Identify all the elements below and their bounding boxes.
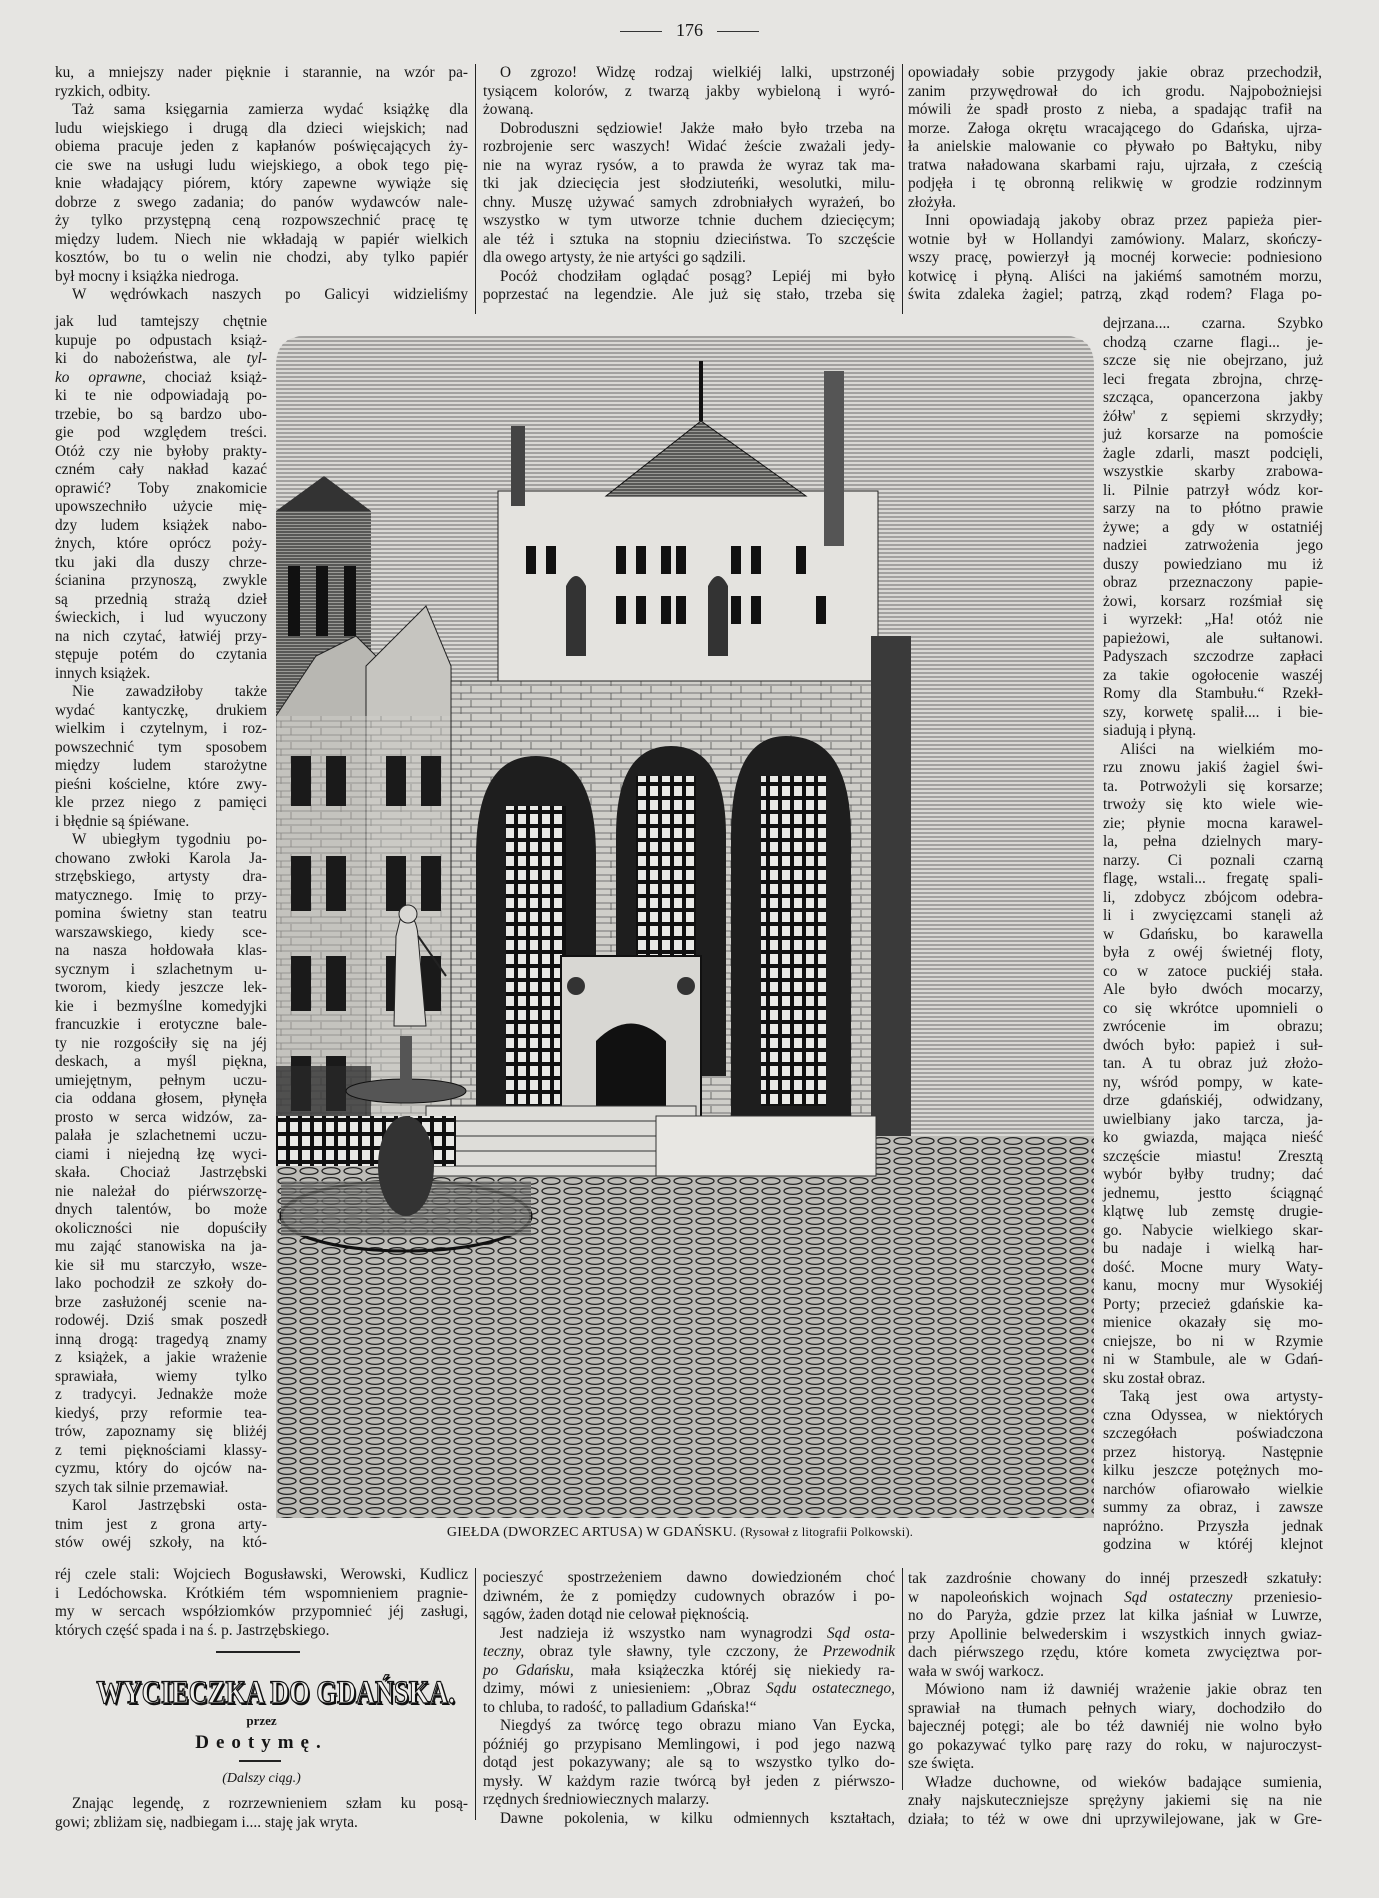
column-rule [475,64,476,314]
text-line: Porty; przecież gdańskie ka- [1103,1295,1323,1313]
text-line: i wyrzekł: „Ha! otóż nie [1103,611,1323,628]
text-line: knie władający piórem, który zapewne wywiąże się [55,175,468,192]
text-line: dwóch było: papież i suł- [1103,1036,1323,1054]
text-line: podjęła i tę obronną relikwię w grodzie rodzinnym [908,175,1322,192]
text-line: z książek, a jakie wrażenie [55,1349,267,1366]
text-line: Otóż czy nie byłoby prakty- [55,442,267,460]
text-line: złożyła. [908,193,956,211]
text-line: Nie zawadziłoby także [72,683,267,700]
text-line: palała je szlachetnemi uczu- [55,1127,267,1144]
text-line: Znając legendę, z rozrzewnieniem szłam ku posą- [72,1795,468,1812]
text-line: narzy. Ci poznali czarną [1103,851,1323,869]
text-segment: , chociaż książ- [141,368,267,386]
paragraph [908,1774,1322,1830]
text-line: szcząca, opancerzona jakby [1103,389,1323,406]
paragraph [1103,741,1323,1389]
text-line: dziwném, że z pomiędzy cudownych obrazów i po- [483,1587,895,1605]
text-line: i błędnie są śpiéwane. [55,812,190,830]
paragraph [908,1681,1322,1774]
text-line: chowano zwłoki Karola Ja- [55,849,267,867]
text-line: dnych talentów, bo może [55,1201,267,1218]
text-line: kilku jeszcze potężnych mo- [1103,1462,1323,1479]
text-line: okoliczności nie dopuściły [55,1219,267,1237]
text-line: Ale było dwóch mocarzy, [1103,981,1323,998]
text-line: francuzkie i erotyczne bale- [55,1016,267,1033]
paragraph [908,212,1322,305]
text-line [483,1643,895,1662]
text-line: prosto w serca widzów, za- [55,1108,267,1126]
text-line: summy za obraz, i zawsze [1103,1499,1323,1516]
text-line [55,350,267,369]
text-line: był mocny i książka niedroga. [55,267,239,285]
text-line: świta zdaleka żagiel; patrzą, zkąd rodem? Flaga po- [908,286,1322,303]
text-line: już korsarze na pomoście [1103,426,1323,443]
text-line: dach piérwszego rzędu, które kometa zwycięztwa por- [908,1644,1322,1661]
text-line: dobrze z swego zadania; do panów wydawców nale- [55,193,468,211]
text-line: w Gdańsku, bo karawella [1103,925,1323,943]
text-line: zwrócenie im obrazu; [1103,1018,1323,1035]
text-line: duszy powiedziano mu iż [1103,555,1323,573]
column-3-narrow [1103,315,1323,1555]
text-line: kie i bezmyślne komedyjki [55,997,267,1015]
text-line: żółw' z sępiemi skrzydły; [1103,407,1323,425]
italic-text: teczny, [483,1643,525,1660]
paragraph [908,64,1322,212]
text-line: strzębskiego, artysty dra- [55,868,267,885]
section-divider [216,1651,300,1653]
text-line: li, zdobycz zbójcom odebra- [1103,888,1323,906]
illustration-caption [330,1524,1030,1541]
text-line: wydać kantyczkę, drukiem [55,701,267,719]
text-line: sze święta. [908,1755,975,1772]
text-line: znały najskuteczniejsze sprężyny jakiemi się na nie [908,1792,1322,1809]
text-line: jednemu, jestto ściągnąć [1103,1184,1323,1202]
text-line: chodzą czarne flagi... je- [1103,333,1323,351]
text-line: kanu, mocny mur Wysokiéj [1103,1277,1323,1294]
text-line: godzina w któréj klejnot [1103,1536,1323,1553]
text-line: kotwicę i płyną. Aliści na jakiémś samotném morzu, [908,267,1322,285]
text-line: dzy ludem książek nabo- [55,516,267,534]
text-line: Romy dla Stambułu.“ Rzekł- [1103,685,1323,702]
text-segment: dzimy, mówi z uniesieniem: „Obraz [483,1680,766,1697]
text-line: chny. Muszę używać samych zdrobniałych wyrażeń, bo [483,193,895,211]
text-line: wszy pracę, powierzył ją mocnéj korwecie: podniesiono [908,249,1322,266]
text-line: Władze duchowne, od wieków badające sumienia, [925,1773,1322,1791]
page-number [0,20,1379,41]
column-rule [475,1568,476,1820]
text-line: upowszechniło użycie mię- [55,498,267,515]
text-line: ki te nie odpowiadają po- [55,387,267,404]
text-line: no do Paryża, gdzie przez lat kilka jaśniał w Luwrze, [908,1607,1322,1624]
text-line: opowiadały sobie przygody jakie obraz przechodził, [908,64,1322,81]
text-line: co się wkrótce upomnieli o [1103,999,1323,1017]
text-line: skała. Chociaż Jastrzębski [55,1164,267,1181]
text-line: mu zająć stanowiska na ja- [55,1238,267,1255]
text-line: rozbrojenie serc waszych! Widać żeście zważali jedy- [483,138,895,155]
text-line: wotnie był w Hollandyi zamówiony. Malarz, skończy- [908,230,1322,248]
article-byline: przez [246,1713,277,1728]
text-segment: ki do nabożeństwa, ale [55,350,247,367]
text-line: cia oddana głosem, płynęła [55,1090,267,1107]
text-line: Dawne pokolenia, w kilku odmiennych kształtach, [500,1809,895,1827]
article-author: Deotymę. [195,1732,328,1753]
article-title: WYCIECZKA DO GDAŃSKA. [96,1675,455,1711]
text-line: szczęście miastu! Zresztą [1103,1147,1323,1165]
text-line: wielkim i czytelnym, i roz- [55,720,267,737]
text-line: przy Apollinie belwederskim i wszystkich innych gwiaz- [908,1625,1322,1643]
text-line: tworom, kiedy jeszcze lek- [55,979,267,996]
text-line: rzędnych średniowiecznych malarzy. [483,1791,710,1808]
text-line: działa; to téż w owe dni uprzywilejowane, jak w Gre- [908,1810,1322,1828]
paragraph [55,1795,468,1832]
text-line: li i zwycięzcami stanęli aż [1103,907,1323,924]
text-line: drze gdańskiéj, odwidzany, [1103,1092,1323,1109]
text-line: szych tak silnie przemawiał. [55,1478,229,1496]
text-line: czném cały nakład kazać [55,461,267,478]
column-2-top [483,64,895,305]
text-line: gie pod względem treści. [55,424,267,441]
text-line: ny, wśród pompy, w kate- [1103,1073,1323,1091]
text-line: zie; płynie mocna karawel- [1103,814,1323,832]
caption-title: GIEŁDA (DWORZEC ARTUSA) W GDAŃSKU. [446,1525,737,1540]
text-line: gowi; zbliżam się, nadbiegam i.... staję jak wryta. [55,1813,358,1831]
text-line: sarzy na to płótno prawie [1103,500,1323,517]
text-line: sprawiała, wiemy tylko [55,1367,267,1385]
text-line: kupuje po odpustach książ- [55,331,267,349]
continued-note: (Dalszy ciąg.) [222,1771,301,1786]
text-line: oprawić? Toby znakomicie [55,479,267,497]
text-line: rzu znowu jakiś żagiel świ- [1103,759,1323,776]
text-line: go pokazywać tylko parę razy do roku, w najuroczyst- [908,1736,1322,1754]
text-line: dość. Mocne mury Waty- [1103,1258,1323,1276]
text-line: morze. Załoga okrętu wracającego do Gdańska, ujrza- [908,119,1322,137]
text-line: są przednią strażą dzieł [55,590,267,608]
text-line: ży tylko przystępną ceną rozpowszechnić pracę tę [55,212,468,229]
text-line: między ludem. Niech nie wkładają w papiér wielkich [55,230,468,248]
text-line [55,369,267,388]
text-line: klątwę lub zemstę drugie- [1103,1203,1323,1220]
text-line: ni w Stambule, ale w Gdań- [1103,1351,1323,1368]
text-line: czna Odyssea, w niektórych [1103,1406,1323,1424]
text-line: li. Pilnie patrzył wódz kor- [1103,481,1323,499]
text-line: z temi pięknościami klassy- [55,1441,267,1459]
text-line: dotąd jest pokazywany; ale są to wszystko tylko do- [483,1754,895,1771]
italic-text: ko oprawne [55,368,142,386]
text-line: przez historyą. Następnie [1103,1443,1323,1461]
text-line: inną drogą: tragedyą znamy [55,1330,267,1348]
text-line: żnych, które oprócz poży- [55,535,267,552]
paragraph [908,1570,1322,1681]
text-line: pocieszyć spostrzeżeniem dawno dowiedzioném choć [483,1569,895,1586]
paragraph [55,1566,468,1640]
text-line: i Ledóchowska. Krótkiém tém wspomnieniem pragnie- [55,1584,468,1602]
column-1-top [55,64,468,305]
text-line: kle przez niego z pamięci [55,794,267,811]
text-line: późniéj go przypisano Memlingowi, i pod jego nazwą [483,1735,895,1753]
paragraph [483,1625,895,1718]
text-line: ty nie rozgościły się na jéj [55,1034,267,1052]
text-line: ludu wiejskiego i drugą dla dzieci wiejskich; nad [55,119,468,137]
text-line: brze zasłużonéj scenie na- [55,1293,267,1311]
text-line: na nich czytać, łatwiéj przy- [55,627,267,645]
text-line: mówili że spadł prosto z nieba, a spadając trafił na [908,101,1322,118]
paragraph [55,313,267,683]
text-line: tratwa naładowana skarbami raju, ujrzała, z cześcią [908,156,1322,174]
text-line: tysiącem kolorów, z twarzą jakby wybieloną i wyró- [483,82,895,100]
text-line: sycznym i szlachetnym u- [55,960,267,978]
engraving-illustration [276,336,1094,1518]
text-line: Aliści na wielkiém mo- [1120,740,1323,758]
text-line: co w zatoce puckiéj stała. [1103,962,1323,980]
text-line: tnim jest z grona arty- [55,1515,267,1533]
text-line [483,1680,895,1699]
column-3-bottom [908,1570,1322,1829]
text-line: pomina świetny stan teatru [55,905,267,922]
text-line: trzebie, bo są bardzo ubo- [55,405,267,423]
text-line: tan. A tu obraz już złożo- [1103,1055,1323,1072]
text-line: Taką jest owa artysty- [1120,1388,1323,1405]
paragraph [483,120,895,268]
text-line: narchów ofiarowało wielkie [1103,1480,1323,1498]
column-rule [902,1568,903,1790]
column-1-bottom [55,1566,468,1640]
text-line: stów owéj szkoły, na któ- [55,1534,267,1551]
text-line: umiejętnym, pełnym uczu- [55,1071,267,1089]
text-line: cyzmu, który do ojców na- [55,1460,267,1477]
text-line: dla owego artysty, że nie artyści go sądzili. [483,249,746,266]
text-line: szy, korwetę spalił.... i bie- [1103,703,1323,721]
italic-text: Sąd ostateczny [1124,1588,1233,1606]
text-line: Niegdyś za twórcę tego obrazu miano Van Eycka, [500,1717,895,1734]
text-line: O zgrozo! Widzę rodzaj wielkiéj lalki, upstrzonéj [500,64,895,81]
text-line: réj czele stali: Wojciech Bogusławski, Werowski, Kudlicz [55,1566,468,1583]
text-line: sągów, żaden dotąd nie celował pięknością. [483,1606,750,1623]
text-line: ku, a mniejszy nader pięknie i starannie, na wzór pa- [55,64,468,81]
text-line: sku został obraz. [1103,1369,1206,1387]
page-number-text: 176 [676,20,703,40]
text-line: warszawskiego, kiedy sce- [55,923,267,941]
text-line: innych książek. [55,664,151,682]
text-line: trwoży się kto wiele wie- [1103,796,1323,813]
paragraph [55,831,267,1497]
text-line: napróżno. Przyszła jednak [1103,1517,1323,1535]
text-segment: przeniesio- [1232,1588,1323,1606]
text-line: była z owéj świetnéj floty, [1103,944,1323,961]
text-line: szcze się nie obejrzano, już [1103,352,1323,369]
text-line: poprzestać na legendzie. Ale już się stało, trzeba się [483,286,895,303]
text-line: żagle zdarli, maszt podcięli, [1103,444,1323,462]
paragraph [1103,1388,1323,1555]
text-line: nadziei zatrwożenia jego [1103,537,1323,554]
text-line: kie sił mu starczyło, wsze- [55,1256,267,1274]
paragraph [55,286,468,305]
text-line: których część spada i na ś. p. Jastrzębskiego. [55,1621,330,1639]
text-line: z tradycyi. Jednakże może [55,1386,267,1403]
text-line: Dobroduszni sędziowie! Jakże mało było trzeba na [500,119,895,137]
text-line: mysły. W każdym razie twórcą był jeden z piérwszo- [483,1772,895,1790]
text-line: to chluba, to radość, to palladium Gdańska!“ [483,1698,757,1716]
text-line: obraz przeznaczony papie- [1103,574,1323,591]
paragraph [55,683,267,831]
article-first-paragraph [55,1795,468,1832]
text-line: żowaną. [483,101,534,118]
text-line: obiema pracuje jeden z kapłanów poświęcających ży- [55,138,468,155]
caption-credit: (Rysował z litografii Polkowski). [740,1525,914,1539]
text-line: wała w swój warkocz. [908,1662,1044,1680]
text-line: W wędrówkach naszych po Galicyi widzieliśmy [72,286,468,303]
text-line: Pocóż chodziłam oglądać posąg? Lepiéj mi było [500,267,895,285]
text-line: za takie ogołocenie waszéj [1103,666,1323,684]
steps [276,1106,876,1176]
text-line: W ubiegłym tygodniu po- [72,831,267,848]
text-line: ryzkich, odbity. [55,82,151,100]
text-line: leci fregata zbrojna, chrzę- [1103,370,1323,388]
text-line: ko gwiazda, mająca nieść [1103,1129,1323,1146]
text-line: dejrzana.... czarna. Szybko [1103,315,1323,332]
text-line: trów, zapoznamy się bliżéj [55,1423,267,1440]
text-line: ciami i niejedną łzę wyci- [55,1145,267,1163]
text-line: la, pełna dzielnych mary- [1103,833,1323,850]
text-line: żywe; a gdy w ostatniéj [1103,518,1323,536]
text-segment: mała książeczka któréj się niekiedy ra- [573,1661,895,1679]
text-line: nie na wyraz rysów, a to prawda że wyraz tak ma- [483,156,895,174]
paragraph [483,1569,895,1625]
text-line: bu nadaje i wielką har- [1103,1240,1323,1257]
text-line: jak lud tamtejszy chętnie [55,313,267,330]
text-line: na nasza hołdowała klas- [55,942,267,959]
paragraph [55,64,468,101]
text-line: wszystkie skarby zrabowa- [1103,463,1323,480]
text-line: siadują i płyną. [1103,722,1197,739]
text-line: ale téż i sztuka na stopniu dzieciństwa. To szczęście [483,230,895,248]
text-line: cniejsze, bo ni w Rzymie [1103,1332,1323,1350]
text-line: pieśni kościelne, które zwy- [55,775,267,793]
text-line: go. Nabycie wielkiego skar- [1103,1221,1323,1239]
text-line: ścianina przynoszą, zwykle [55,572,267,589]
italic-text: Sąd osta- [827,1624,895,1642]
column-2-bottom [483,1569,895,1828]
text-segment: w napoleońskich wojnach [908,1588,1125,1606]
text-line: kosztów, bo tu o welin nie chodzi, aby tylko papiér [55,249,468,266]
text-line: sprawiał na tłumach pełnych wiary, dochodziło do [908,1699,1322,1717]
text-segment: obraz tyle sławny, tyle czczony, że [524,1643,823,1660]
text-line: cie swe na usługi ludu wiejskiego, a obok tego pię- [55,156,468,174]
paragraph [483,268,895,305]
italic-text: po Gdańsku, [483,1661,574,1679]
paragraph [55,101,468,286]
text-line: zanim przywędrował do ich grodu. Najpobożniejsi [908,82,1322,100]
author-divider [239,1760,281,1762]
text-line: lako pochodził ze szkoły do- [55,1275,267,1292]
column-1-narrow [55,313,267,1553]
text-line: mienice okazały się mo- [1103,1314,1323,1331]
text-line: tak zazdrośnie chowany do innéj przeszedł szkatuły: [908,1570,1322,1587]
paragraph [55,1497,267,1553]
italic-text: tyl- [246,350,267,367]
text-line [908,1589,1322,1608]
text-line: bajecznéj potęgi; ale bo téż dawniéj nie wolno było [908,1718,1322,1735]
text-line: papieżowi, ale sułtanowi. [1103,629,1323,647]
column-rule [902,64,903,314]
text-line: żowi, korsarz rozśmiał się [1103,592,1323,610]
paragraph [483,1717,895,1810]
text-line: ła anielskie malowanie co pływało po Bałtyku, niby [908,138,1322,155]
text-line: między ludem starożytne [55,757,267,774]
text-line: kiedyś, przy reformie tea- [55,1404,267,1422]
text-line: wybór byłby trudny; dać [1103,1166,1323,1183]
text-line: powszechnić tym sposobem [55,738,267,756]
text-line: tki jak dziecięcia jest słodziuteńki, wesolutki, milu- [483,175,895,192]
text-line: Karol Jastrzębski osta- [72,1497,267,1514]
text-line: nie należał do piérwszorzę- [55,1182,267,1200]
text-line: szczegółach poświadczona [1103,1425,1323,1442]
paragraph [483,1810,895,1829]
paragraph [1103,315,1323,741]
text-line: Inni opowiadają jakoby obraz przez papieża pier- [925,212,1322,229]
text-line: Mówiono nam iż dawniéj wrażenie jakie obraz ten [925,1681,1322,1698]
text-line: stępuje potém do czytania [55,646,267,663]
text-line: rodowéj. Dziś smak poszedł [55,1312,267,1329]
text-line: deskach, a myśl piękna, [55,1053,267,1070]
text-segment: Jest nadzieja iż wszystko nam wynagrodzi [500,1624,828,1642]
text-line: wszystko w tym utworze tchnie duchem dziecięcym; [483,212,895,229]
text-line: świeckich, i lud wyuczony [55,609,267,626]
text-line: uwielbiany jako tarcza, ja- [1103,1110,1323,1128]
column-3-top [908,64,1322,305]
italic-text: Sądu ostatecznego, [765,1680,895,1697]
text-line: Padyszach szczodrze zapłaci [1103,648,1323,665]
paragraph [483,64,895,120]
italic-text: Przewodnik [822,1643,895,1660]
text-line: Taż sama księgarnia zamierza wydać książkę dla [72,101,468,118]
text-line: matycznego. Imię to przy- [55,886,267,904]
text-line: flagę, wstali... fregatę spali- [1103,870,1323,887]
text-line [483,1625,895,1644]
text-line: my w sercach współziomków przypomnieć jéj zasługi, [55,1603,468,1620]
text-line [483,1662,895,1681]
text-line: ta. Potrwożyli się korsarze; [1103,777,1323,795]
text-line: tku jaki dla duszy chrze- [55,553,267,571]
